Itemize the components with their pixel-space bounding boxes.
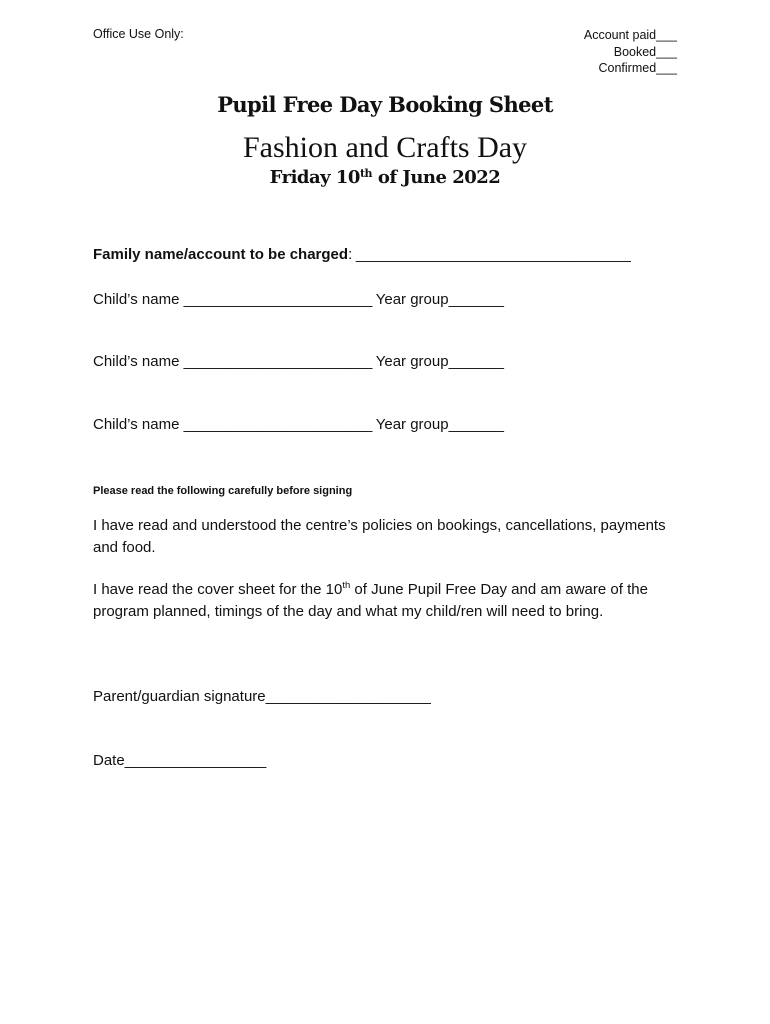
parent-signature-label: Parent/guardian signature	[93, 688, 266, 705]
child-row-3	[93, 416, 503, 433]
cover-sheet-prefix: I have read the cover sheet for the 10	[93, 581, 343, 598]
year-group-label: Year group	[371, 291, 449, 308]
confirmed-field: Confirmed___	[598, 61, 677, 75]
cover-sheet-ordinal: th	[342, 580, 351, 591]
event-date	[0, 167, 770, 188]
event-date-ordinal: th	[359, 167, 373, 180]
page-title: Pupil Free Day Booking Sheet	[217, 92, 553, 117]
family-account-colon: :	[348, 246, 353, 263]
year-group-blank[interactable]: _______	[448, 291, 504, 308]
child-name-blank[interactable]: ________________________	[183, 353, 372, 370]
cover-sheet-statement	[93, 579, 683, 623]
parent-signature-blank[interactable]: _____________________	[265, 688, 431, 705]
date-blank[interactable]: __________________	[124, 752, 266, 769]
year-group-blank[interactable]: _______	[448, 416, 504, 433]
booked-field: Booked___	[613, 44, 677, 59]
family-account-label: Family name/account to be charged	[93, 246, 349, 263]
child-row-2	[93, 353, 503, 370]
child-name-label: Child’s name	[93, 416, 184, 433]
parent-signature-line	[93, 688, 430, 705]
date-label: Date	[93, 752, 125, 769]
account-paid-field: Account paid___	[583, 28, 677, 42]
year-group-blank[interactable]: _______	[448, 353, 504, 370]
child-row-1	[93, 291, 503, 308]
child-name-label: Child’s name	[93, 353, 184, 370]
year-group-label: Year group	[371, 353, 449, 370]
year-group-label: Year group	[371, 416, 449, 433]
office-use-checklist	[584, 27, 677, 77]
family-account-line	[93, 246, 630, 263]
child-name-label: Child’s name	[93, 291, 184, 308]
cover-sheet-suffix: of June Pupil Free Day and am aware of the program planned, timings of the day and what my child/ren will need to bring.	[93, 581, 648, 620]
event-date-prefix: Friday 10	[269, 167, 360, 188]
child-name-blank[interactable]: ________________________	[183, 416, 372, 433]
event-date-suffix: of June 2022	[372, 167, 501, 188]
event-name: Fashion and Crafts Day	[242, 131, 528, 164]
family-account-blank[interactable]: ___________________________________	[352, 246, 631, 263]
child-name-blank[interactable]: ________________________	[183, 291, 372, 308]
date-line	[93, 752, 266, 769]
policies-statement: I have read and understood the centre’s policies on bookings, cancellations, payments and food.	[93, 517, 666, 556]
office-use-label: Office Use Only:	[93, 27, 184, 41]
read-carefully-notice: Please read the following carefully before signing	[93, 485, 353, 497]
